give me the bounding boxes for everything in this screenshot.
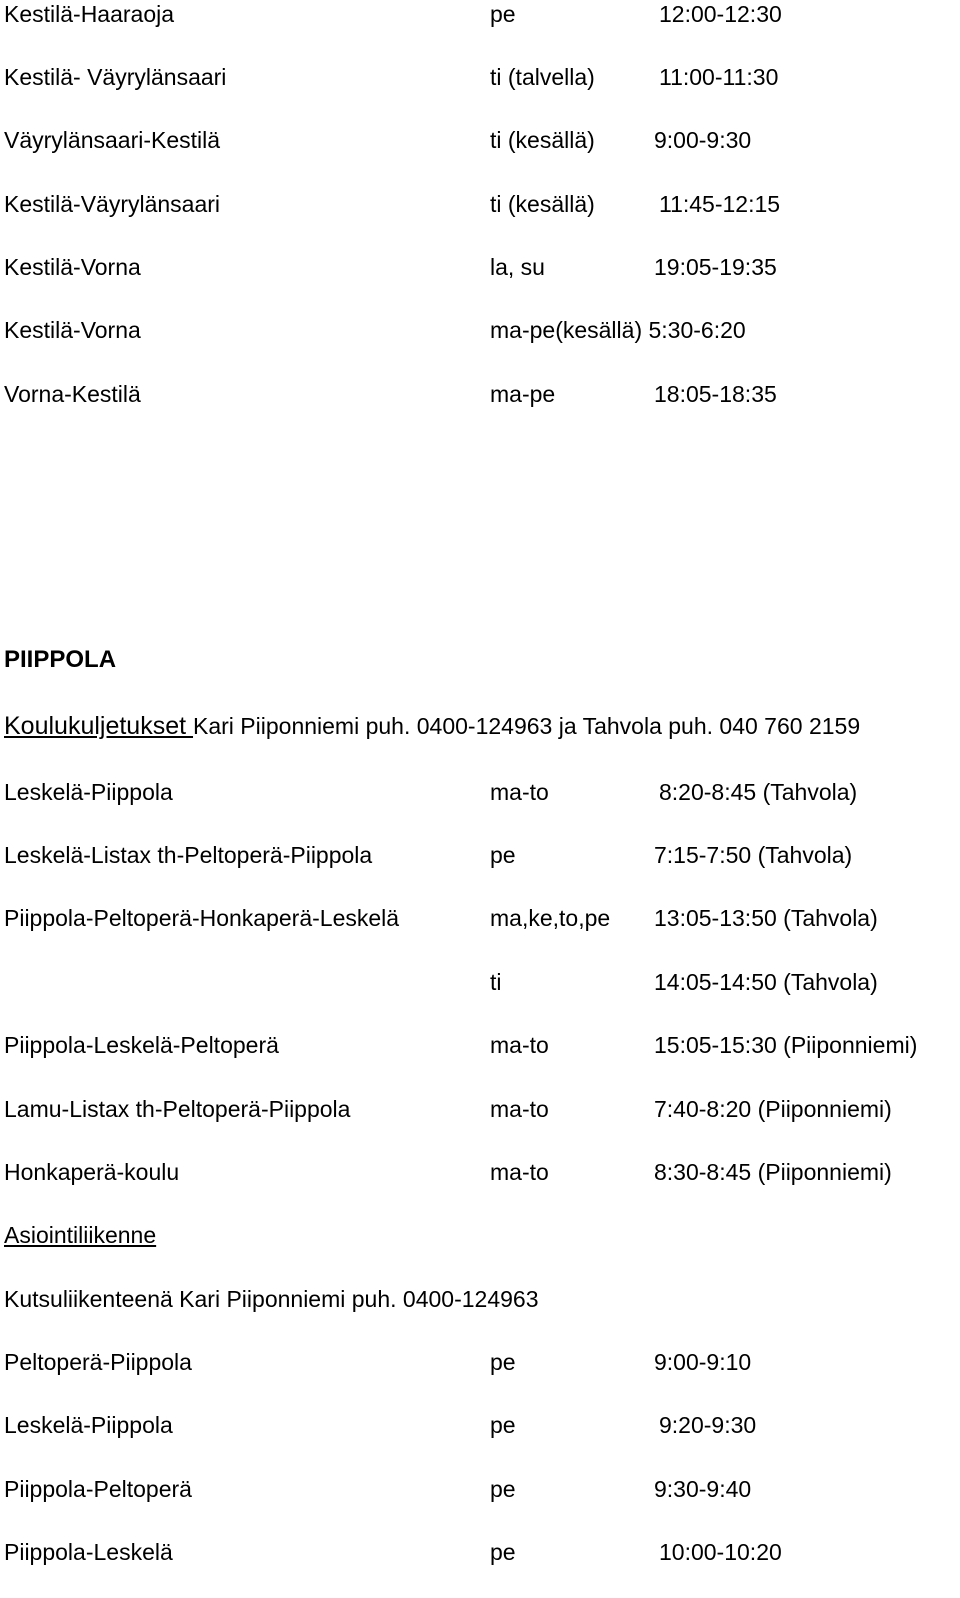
route-time: 9:20-9:30 <box>659 1412 757 1438</box>
route-days: ti <box>490 969 502 995</box>
school-transport-contacts: Kari Piiponniemi puh. 0400-124963 ja Tahvola puh. 040 760 2159 <box>193 713 861 739</box>
route-time: 8:30-8:45 (Piiponniemi) <box>654 1159 892 1185</box>
route-days: ti (kesällä) <box>490 191 595 217</box>
route-name: Kestilä-Vorna <box>4 317 141 343</box>
route-name: Piippola-Leskelä-Peltoperä <box>4 1032 279 1058</box>
route-time: 13:05-13:50 (Tahvola) <box>654 905 878 931</box>
route-name: Piippola-Peltoperä <box>4 1476 192 1502</box>
route-time: 11:45-12:15 <box>659 191 781 217</box>
route-name: Leskelä-Piippola <box>4 1412 173 1438</box>
route-days: ma-pe(kesällä) 5:30-6:20 <box>490 317 746 343</box>
route-days: ti (talvella) <box>490 64 595 90</box>
route-days: pe <box>490 1 516 27</box>
route-name: Leskelä-Piippola <box>4 779 173 805</box>
route-time: 9:00-9:10 <box>654 1349 752 1375</box>
route-name: Piippola-Leskelä <box>4 1539 173 1565</box>
route-days: pe <box>490 1476 516 1502</box>
school-transport-line <box>4 706 860 746</box>
route-name: Lamu-Listax th-Peltoperä-Piippola <box>4 1096 351 1122</box>
route-time: 11:00-11:30 <box>659 64 779 90</box>
route-time: 9:30-9:40 <box>654 1476 752 1502</box>
route-time: 9:00-9:30 <box>654 127 752 153</box>
route-name: Peltoperä-Piippola <box>4 1349 192 1375</box>
route-name: Kestilä-Haaraoja <box>4 1 175 27</box>
route-days: ma-to <box>490 1159 549 1185</box>
route-days: pe <box>490 1349 516 1375</box>
route-days: ma,ke,to,pe <box>490 905 611 931</box>
route-time: 12:00-12:30 <box>659 1 782 27</box>
route-time: 7:40-8:20 (Piiponniemi) <box>654 1096 892 1122</box>
route-time: 7:15-7:50 (Tahvola) <box>654 842 853 868</box>
section-title: PIIPPOLA <box>4 646 117 673</box>
route-days: ma-pe <box>490 381 556 407</box>
route-name: Kestilä-Vorna <box>4 254 141 280</box>
service-heading: Asiointiliikenne <box>4 1222 157 1248</box>
route-time: 10:00-10:20 <box>659 1539 782 1565</box>
route-days: ma-to <box>490 1096 549 1122</box>
route-name: Piippola-Peltoperä-Honkaperä-Leskelä <box>4 905 400 931</box>
route-time: 8:20-8:45 (Tahvola) <box>659 779 858 805</box>
route-days: ma-to <box>490 779 549 805</box>
route-days: ma-to <box>490 1032 549 1058</box>
route-name: Leskelä-Listax th-Peltoperä-Piippola <box>4 842 373 868</box>
route-name: Kestilä- Väyrylänsaari <box>4 64 227 90</box>
route-days: ti (kesällä) <box>490 127 595 153</box>
route-name: Väyrylänsaari-Kestilä <box>4 127 221 153</box>
route-name: Honkaperä-koulu <box>4 1159 180 1185</box>
school-transport-label: Koulukuljetukset <box>4 712 194 740</box>
route-days: pe <box>490 1539 516 1565</box>
route-time: 14:05-14:50 (Tahvola) <box>654 969 878 995</box>
route-name: Vorna-Kestilä <box>4 381 141 407</box>
route-time: 19:05-19:35 <box>654 254 777 280</box>
route-time: 18:05-18:35 <box>654 381 777 407</box>
route-time: 15:05-15:30 (Piiponniemi) <box>654 1032 918 1058</box>
route-days: la, su <box>490 254 545 280</box>
route-days: pe <box>490 842 516 868</box>
route-days: pe <box>490 1412 516 1438</box>
route-name: Kestilä-Väyrylänsaari <box>4 191 221 217</box>
service-info: Kutsuliikenteenä Kari Piiponniemi puh. 0400-124963 <box>4 1286 539 1312</box>
